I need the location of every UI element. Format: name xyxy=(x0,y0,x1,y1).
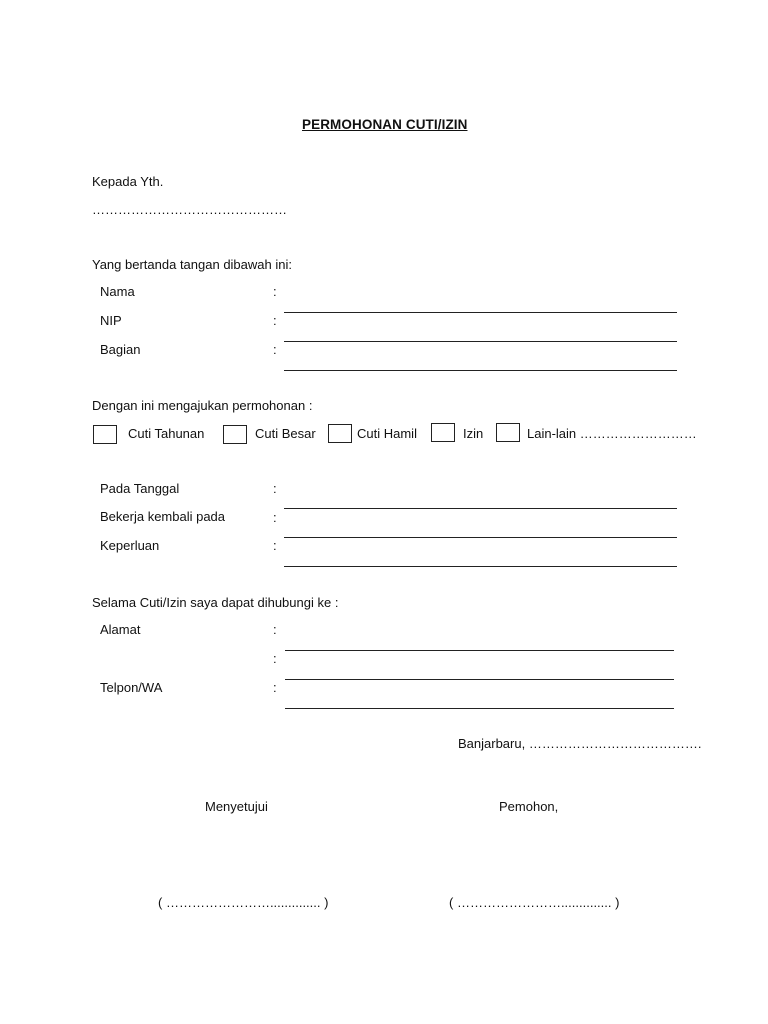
field-sep: : xyxy=(273,342,277,357)
field-sep: : xyxy=(273,538,277,553)
checkbox-cuti-tahunan[interactable] xyxy=(93,425,117,444)
field-sep: : xyxy=(273,284,277,299)
field-line-alamat-2[interactable] xyxy=(285,679,674,680)
checkbox-label-izin: Izin xyxy=(463,426,484,441)
field-label-pada-tanggal: Pada Tanggal xyxy=(100,481,180,496)
approver-signature-line: ( …………………….............. ) xyxy=(158,895,329,910)
checkbox-label-cuti-besar: Cuti Besar xyxy=(255,426,316,441)
field-label-bagian: Bagian xyxy=(100,342,141,357)
field-label-nip: NIP xyxy=(100,313,122,328)
field-sep: : xyxy=(273,481,277,496)
field-line-keperluan[interactable] xyxy=(284,566,677,567)
applicant-signature-line: ( …………………….............. ) xyxy=(449,895,620,910)
request-intro: Dengan ini mengajukan permohonan : xyxy=(92,398,313,413)
field-line-nip[interactable] xyxy=(284,341,677,342)
field-sep: : xyxy=(273,622,277,637)
intro-text: Yang bertanda tangan dibawah ini: xyxy=(92,257,292,272)
page-title: PERMOHONAN CUTI/IZIN xyxy=(302,117,468,132)
checkbox-izin[interactable] xyxy=(431,423,455,442)
field-sep: : xyxy=(273,651,277,666)
place-date: Banjarbaru, …………………………………. xyxy=(458,736,702,751)
approver-label: Menyetujui xyxy=(205,799,268,814)
field-label-nama: Nama xyxy=(100,284,135,299)
field-line-nama[interactable] xyxy=(284,312,677,313)
contact-intro: Selama Cuti/Izin saya dapat dihubungi ke : xyxy=(92,595,339,610)
field-line-bagian[interactable] xyxy=(284,370,677,371)
applicant-label: Pemohon, xyxy=(499,799,559,814)
checkbox-cuti-besar[interactable] xyxy=(223,425,247,444)
checkbox-cuti-hamil[interactable] xyxy=(328,424,352,443)
field-label-keperluan: Keperluan xyxy=(100,538,160,553)
recipient-placeholder: ……………………………………… xyxy=(92,202,287,217)
field-sep: : xyxy=(273,510,277,525)
checkbox-label-lain-lain: Lain-lain ……………………… xyxy=(527,426,697,441)
field-label-alamat: Alamat xyxy=(100,622,141,637)
field-line-bekerja-kembali[interactable] xyxy=(284,537,677,538)
field-line-alamat-1[interactable] xyxy=(285,650,674,651)
field-sep: : xyxy=(273,680,277,695)
field-line-telpon[interactable] xyxy=(285,708,674,709)
field-sep: : xyxy=(273,313,277,328)
field-label-telpon: Telpon/WA xyxy=(100,680,163,695)
checkbox-lain-lain[interactable] xyxy=(496,423,520,442)
recipient-label: Kepada Yth. xyxy=(92,174,164,189)
checkbox-label-cuti-tahunan: Cuti Tahunan xyxy=(128,426,205,441)
checkbox-label-cuti-hamil: Cuti Hamil xyxy=(357,426,417,441)
field-line-pada-tanggal[interactable] xyxy=(284,508,677,509)
field-label-bekerja-kembali: Bekerja kembali pada xyxy=(100,509,226,524)
